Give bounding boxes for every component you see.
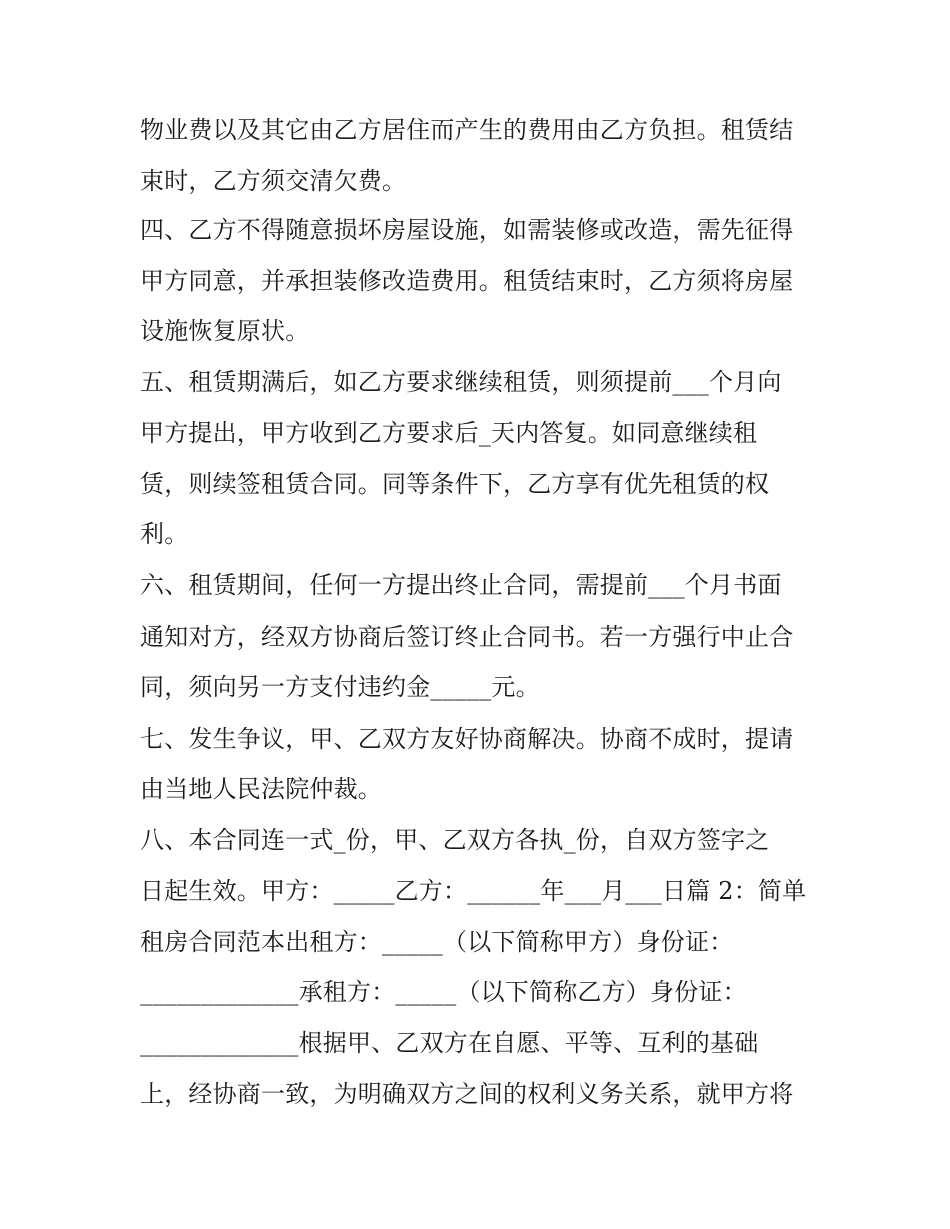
text-line: 八、本合同连一式_份，甲、乙双方各执_份，自双方签字之: [140, 826, 770, 854]
text-line: 甲方同意，并承担装修改造费用。租赁结束时，乙方须将房屋: [140, 267, 794, 295]
text-line: 利。: [140, 520, 189, 548]
text-line: 甲方提出，甲方收到乙方要求后_天内答复。如同意继续租: [140, 419, 758, 447]
text-line: 束时，乙方须交清欠费。: [140, 167, 407, 195]
text-line: 四、乙方不得随意损坏房屋设施，如需装修或改造，需先征得: [140, 216, 794, 244]
text-line: 日起生效。甲方：_____乙方：______年___月___日篇 2：简单: [140, 877, 807, 905]
text-line: 物业费以及其它由乙方居住而产生的费用由乙方负担。租赁结: [140, 116, 794, 144]
text-line: 由当地人民法院仲裁。: [140, 775, 382, 803]
text-line: 租房合同范本出租方：_____（以下简称甲方）身份证：: [140, 928, 734, 956]
text-line: 六、租赁期间，任何一方提出终止合同，需提前___个月书面: [140, 571, 782, 599]
text-line: 赁，则续签租赁合同。同等条件下，乙方享有优先租赁的权: [140, 470, 770, 498]
text-line: 上，经协商一致，为明确双方之间的权利义务关系，就甲方将: [140, 1080, 794, 1108]
text-line: 七、发生争议，甲、乙双方友好协商解决。协商不成时，提请: [140, 725, 794, 753]
text-line: 设施恢复原状。: [140, 317, 310, 345]
text-line: _____________根据甲、乙双方在自愿、平等、互利的基础: [140, 1029, 759, 1057]
text-line: 通知对方，经双方协商后签订终止合同书。若一方强行中止合: [140, 623, 794, 651]
text-line: _____________承租方：_____（以下简称乙方）身份证：: [140, 978, 747, 1006]
text-line: 五、租赁期满后，如乙方要求继续租赁，则须提前___个月向: [140, 368, 782, 396]
text-line: 同，须向另一方支付违约金_____元。: [140, 673, 540, 701]
